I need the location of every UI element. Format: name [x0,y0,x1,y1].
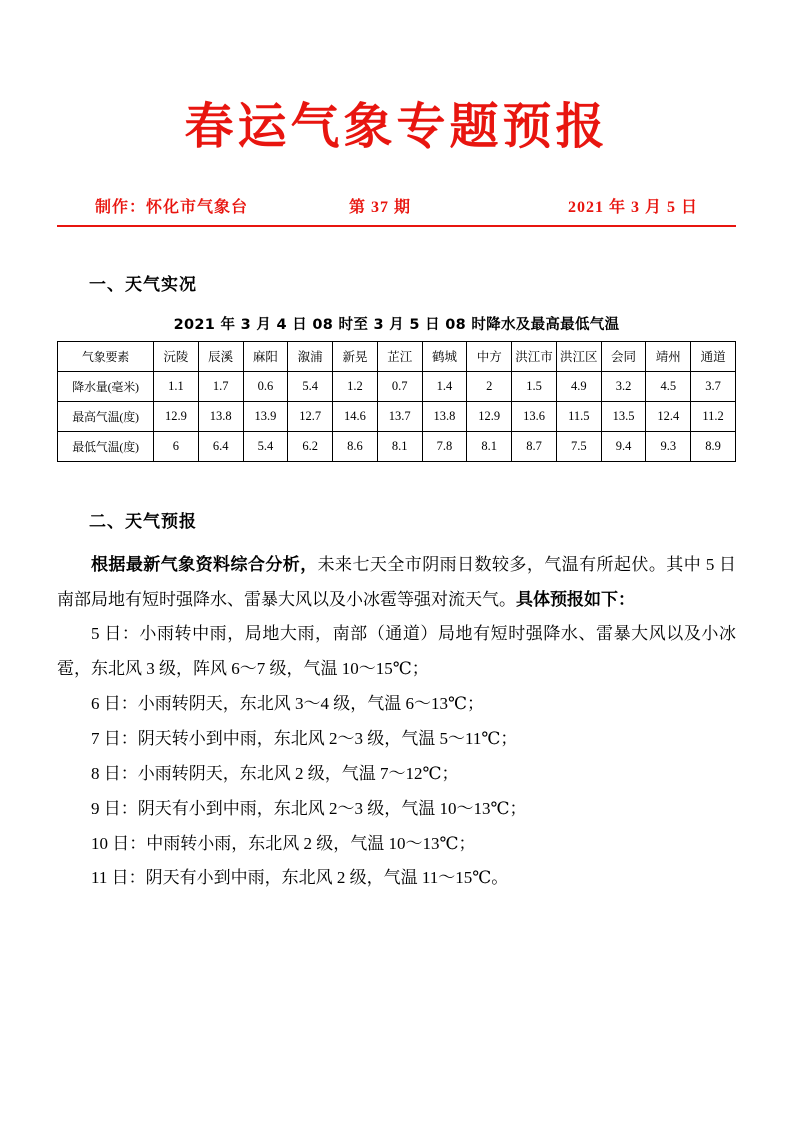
table-header-row [58,341,736,371]
table-cell: 1.7 [198,371,243,401]
table-row-label: 最低气温(度) [58,431,154,461]
meta-maker: 制作：怀化市气象台 [95,198,249,216]
table-cell: 1.1 [154,371,199,401]
table-header-cell: 通道 [691,341,736,371]
table-cell: 3.7 [691,371,736,401]
table-cell: 9.4 [601,431,646,461]
table-cell: 13.8 [198,401,243,431]
table-cell: 5.4 [288,371,333,401]
table-header-cell: 芷江 [377,341,422,371]
table-caption: 2021 年 3 月 4 日 08 时至 3 月 5 日 08 时降水及最高最低气温 [173,316,620,333]
table-cell: 9.3 [646,431,691,461]
forecast-day-line: 11 日：阴天有小到中雨，东北风 2 级，气温 11～15℃。 [91,868,509,888]
table-cell: 8.6 [333,431,378,461]
table-cell: 0.7 [377,371,422,401]
forecast-intro-paragraph [57,548,736,618]
forecast-day-line: 9 日：阴天有小到中雨，东北风 2～3 级，气温 10～13℃； [91,798,527,818]
table-cell: 5.4 [243,431,288,461]
table-header-cell: 洪江市 [512,341,557,371]
table-header-cell: 气象要素 [58,341,154,371]
section-heading-forecast: 二、天气预报 [89,511,197,532]
table-cell: 13.7 [377,401,422,431]
table-cell: 7.5 [556,431,601,461]
page-title: 春运气象专题预报 [184,97,609,155]
table-cell: 8.7 [512,431,557,461]
table-cell: 1.5 [512,371,557,401]
table-cell: 11.5 [556,401,601,431]
table-header-cell: 中方 [467,341,512,371]
table-row-label: 最高气温(度) [58,401,154,431]
table-cell: 1.4 [422,371,467,401]
meta-date: 2021 年 3 月 5 日 [567,198,698,216]
forecast-body [57,548,736,896]
table-cell: 2 [467,371,512,401]
table-cell: 13.9 [243,401,288,431]
observation-table [57,341,736,462]
table-cell: 11.2 [691,401,736,431]
table-header-cell: 洪江区 [556,341,601,371]
table-header-cell: 沅陵 [154,341,199,371]
table-header-cell: 鹤城 [422,341,467,371]
table-cell: 7.8 [422,431,467,461]
forecast-intro-bold-lead: 根据最新气象资料综合分析， [91,554,318,574]
table-cell: 12.7 [288,401,333,431]
table-cell: 4.9 [556,371,601,401]
forecast-day-line: 8 日：小雨转阴天，东北风 2 级，气温 7～12℃； [91,763,459,783]
forecast-intro-text: 未来七天全市阴雨日数较多，气温有所起伏。其中 5 日南部局地有短时强降水、雷暴大风以及小冰雹等强对流天气。 [57,554,737,609]
table-cell: 4.5 [646,371,691,401]
table-cell: 6 [154,431,199,461]
table-cell: 3.2 [601,371,646,401]
table-cell: 0.6 [243,371,288,401]
table-cell: 8.9 [691,431,736,461]
table-row [58,371,736,401]
forecast-day-line: 6 日：小雨转阴天，东北风 3～4 级，气温 6～13℃； [91,694,485,714]
table-row [58,431,736,461]
table-cell: 12.9 [154,401,199,431]
table-header-cell: 溆浦 [288,341,333,371]
table-header-cell: 新晃 [333,341,378,371]
table-header-cell: 会同 [601,341,646,371]
table-cell: 14.6 [333,401,378,431]
table-header-cell: 辰溪 [198,341,243,371]
table-row-label: 降水量(毫米) [58,371,154,401]
table-cell: 13.5 [601,401,646,431]
forecast-day-line: 5 日：小雨转中雨，局地大雨，南部（通道）局地有短时强降水、雷暴大风以及小冰雹，东北风 3 级，阵风 6～7 级，气温 10～15℃； [57,624,736,679]
forecast-day-line: 7 日：阴天转小到中雨，东北风 2～3 级，气温 5～11℃； [91,729,518,749]
table-cell: 13.6 [512,401,557,431]
table-header-cell: 麻阳 [243,341,288,371]
forecast-day-line: 10 日：中雨转小雨，东北风 2 级，气温 10～13℃； [91,833,476,853]
table-cell: 8.1 [377,431,422,461]
table-cell: 12.9 [467,401,512,431]
table-row [58,401,736,431]
table-cell: 6.2 [288,431,333,461]
table-cell: 13.8 [422,401,467,431]
meta-issue-number: 第 37 期 [348,198,411,216]
forecast-intro-bold-tail: 具体预报如下： [516,589,635,609]
table-header-cell: 靖州 [646,341,691,371]
table-cell: 6.4 [198,431,243,461]
table-cell: 8.1 [467,431,512,461]
section-heading-observations: 一、天气实况 [89,274,197,295]
document-meta-row [57,194,736,227]
table-cell: 12.4 [646,401,691,431]
table-cell: 1.2 [333,371,378,401]
